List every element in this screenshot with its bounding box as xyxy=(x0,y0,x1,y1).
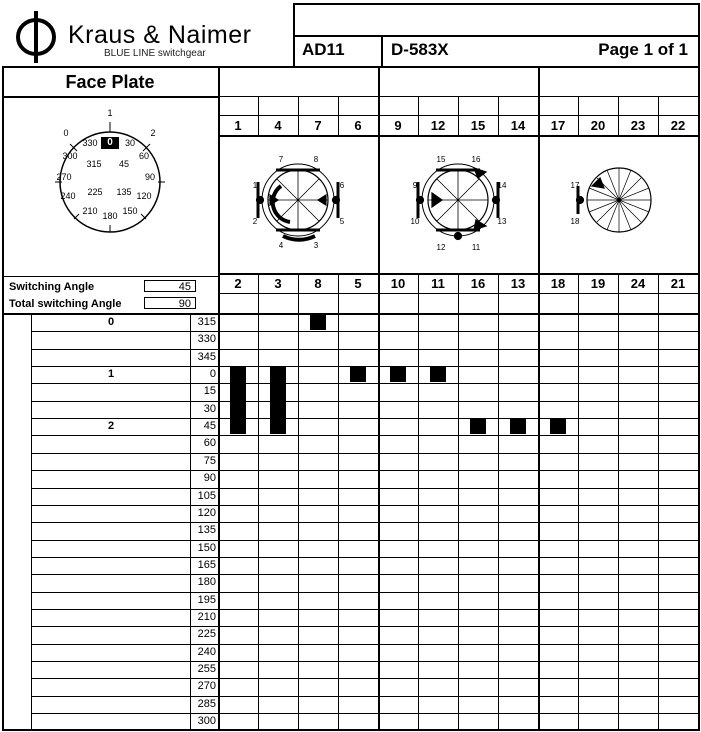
dial-label: 2 xyxy=(150,128,156,138)
terminal-number: 13 xyxy=(510,276,526,291)
row-angle: 75 xyxy=(203,455,216,467)
terminal-number: 2 xyxy=(234,276,242,291)
terminal-number: 3 xyxy=(274,276,282,291)
terminal-number: 23 xyxy=(630,118,646,133)
terminal-number: 7 xyxy=(314,118,322,133)
terminal-number: 10 xyxy=(390,276,406,291)
dial-label: 120 xyxy=(136,191,152,201)
dial-selected-position: 0 xyxy=(107,137,113,148)
page-indicator: Page 1 of 1 xyxy=(598,40,688,59)
terminal-number: 18 xyxy=(550,276,566,291)
terminal-number: 8 xyxy=(314,276,322,291)
total-switching-angle-label: Total switching Angle xyxy=(9,298,122,310)
diagram-terminal-label: 11 xyxy=(471,243,481,252)
row-angle: 90 xyxy=(203,472,216,484)
dial-label: 0 xyxy=(63,128,69,138)
code-label: AD11 xyxy=(302,40,345,59)
row-angle: 255 xyxy=(197,663,216,675)
diagram-terminal-label: 13 xyxy=(497,217,507,226)
diagram-terminal-label: 9 xyxy=(412,181,418,190)
row-angle: 0 xyxy=(209,368,216,380)
row-angle: 165 xyxy=(197,559,216,571)
terminal-number: 24 xyxy=(630,276,646,291)
diagram-terminal-label: 2 xyxy=(252,217,258,226)
diagram-terminal-label: 4 xyxy=(278,241,284,250)
dial-label: 315 xyxy=(86,159,102,169)
switching-angle-value: 45 xyxy=(144,280,196,292)
row-angle: 210 xyxy=(197,611,216,623)
contact-diagram-c xyxy=(577,168,652,232)
terminal-number: 6 xyxy=(354,118,362,133)
terminal-number: 22 xyxy=(670,118,686,133)
dial-label: 180 xyxy=(102,211,118,221)
contact-block xyxy=(430,367,446,382)
diagram-terminal-label: 15 xyxy=(436,155,446,164)
dial-label: 240 xyxy=(60,191,76,201)
row-angle: 135 xyxy=(197,524,216,536)
terminal-number: 14 xyxy=(510,118,526,133)
row-angle: 225 xyxy=(197,628,216,640)
dial-label: 225 xyxy=(87,187,103,197)
contact-block xyxy=(510,419,526,434)
row-angle: 315 xyxy=(197,316,216,328)
diagram-terminal-label: 14 xyxy=(497,181,507,190)
diagram-terminal-label: 3 xyxy=(313,241,319,250)
row-angle: 15 xyxy=(203,385,216,397)
dial-label: 270 xyxy=(56,172,72,182)
dial-label: 210 xyxy=(82,206,98,216)
diagram-terminal-label: 18 xyxy=(570,217,580,226)
contact-block xyxy=(350,367,366,382)
dial-label: 300 xyxy=(62,151,78,161)
diagram-terminal-label: 10 xyxy=(410,217,420,226)
row-angle: 195 xyxy=(197,594,216,606)
contact-block xyxy=(270,367,286,434)
switching-angle-label: Switching Angle xyxy=(9,281,95,293)
dial-label: 330 xyxy=(82,138,98,148)
terminal-number: 15 xyxy=(470,118,486,133)
row-position: 1 xyxy=(107,368,115,380)
dial-label: 30 xyxy=(124,138,135,148)
row-angle: 285 xyxy=(197,698,216,710)
terminal-number: 5 xyxy=(354,276,362,291)
contact-block xyxy=(310,315,326,330)
diagram-terminal-label: 16 xyxy=(471,155,481,164)
terminal-number: 4 xyxy=(274,118,282,133)
dial-label: 45 xyxy=(118,159,129,169)
contact-block xyxy=(390,367,406,382)
contact-block xyxy=(470,419,486,434)
face-plate-title: Face Plate xyxy=(65,72,155,92)
brand-name: Kraus & Naimer xyxy=(68,21,252,49)
terminal-number: 21 xyxy=(670,276,686,291)
contact-block xyxy=(230,367,246,434)
row-angle: 300 xyxy=(197,715,216,727)
dial-label: 60 xyxy=(138,151,149,161)
row-angle: 120 xyxy=(197,507,216,519)
diagram-terminal-label: 7 xyxy=(278,155,284,164)
terminal-number: 16 xyxy=(470,276,486,291)
row-angle: 240 xyxy=(197,646,216,658)
dial-label: 150 xyxy=(122,206,138,216)
brand-tagline: BLUE LINE switchgear xyxy=(104,48,206,59)
diagram-terminal-label: 12 xyxy=(436,243,446,252)
terminal-number: 19 xyxy=(590,276,606,291)
terminal-number: 17 xyxy=(550,118,566,133)
drawing-number: D-583X xyxy=(391,40,449,59)
row-angle: 180 xyxy=(197,576,216,588)
terminal-number: 1 xyxy=(234,118,242,133)
contact-block xyxy=(550,419,566,434)
row-angle: 270 xyxy=(197,680,216,692)
terminal-number: 20 xyxy=(590,118,606,133)
row-angle: 330 xyxy=(197,333,216,345)
row-angle: 30 xyxy=(203,403,216,415)
diagram-terminal-label: 1 xyxy=(252,181,258,190)
row-angle: 105 xyxy=(197,490,216,502)
dial-label: 90 xyxy=(144,172,155,182)
diagram-terminal-label: 17 xyxy=(570,181,580,190)
row-angle: 345 xyxy=(197,351,216,363)
row-position: 2 xyxy=(107,420,115,432)
row-position: 0 xyxy=(107,316,115,328)
terminal-number: 9 xyxy=(394,118,402,133)
row-angle: 45 xyxy=(203,420,216,432)
dial-label: 1 xyxy=(107,108,113,118)
diagram-terminal-label: 6 xyxy=(339,181,345,190)
diagram-terminal-label: 8 xyxy=(313,155,319,164)
terminal-number: 11 xyxy=(431,276,445,291)
contact-diagram-a xyxy=(257,164,340,240)
row-angle: 60 xyxy=(203,437,216,449)
diagram-terminal-label: 5 xyxy=(339,217,345,226)
contact-diagram-b xyxy=(417,164,500,240)
total-switching-angle-value: 90 xyxy=(144,297,196,309)
row-angle: 150 xyxy=(197,542,216,554)
terminal-number: 12 xyxy=(430,118,446,133)
dial-label: 135 xyxy=(116,187,132,197)
